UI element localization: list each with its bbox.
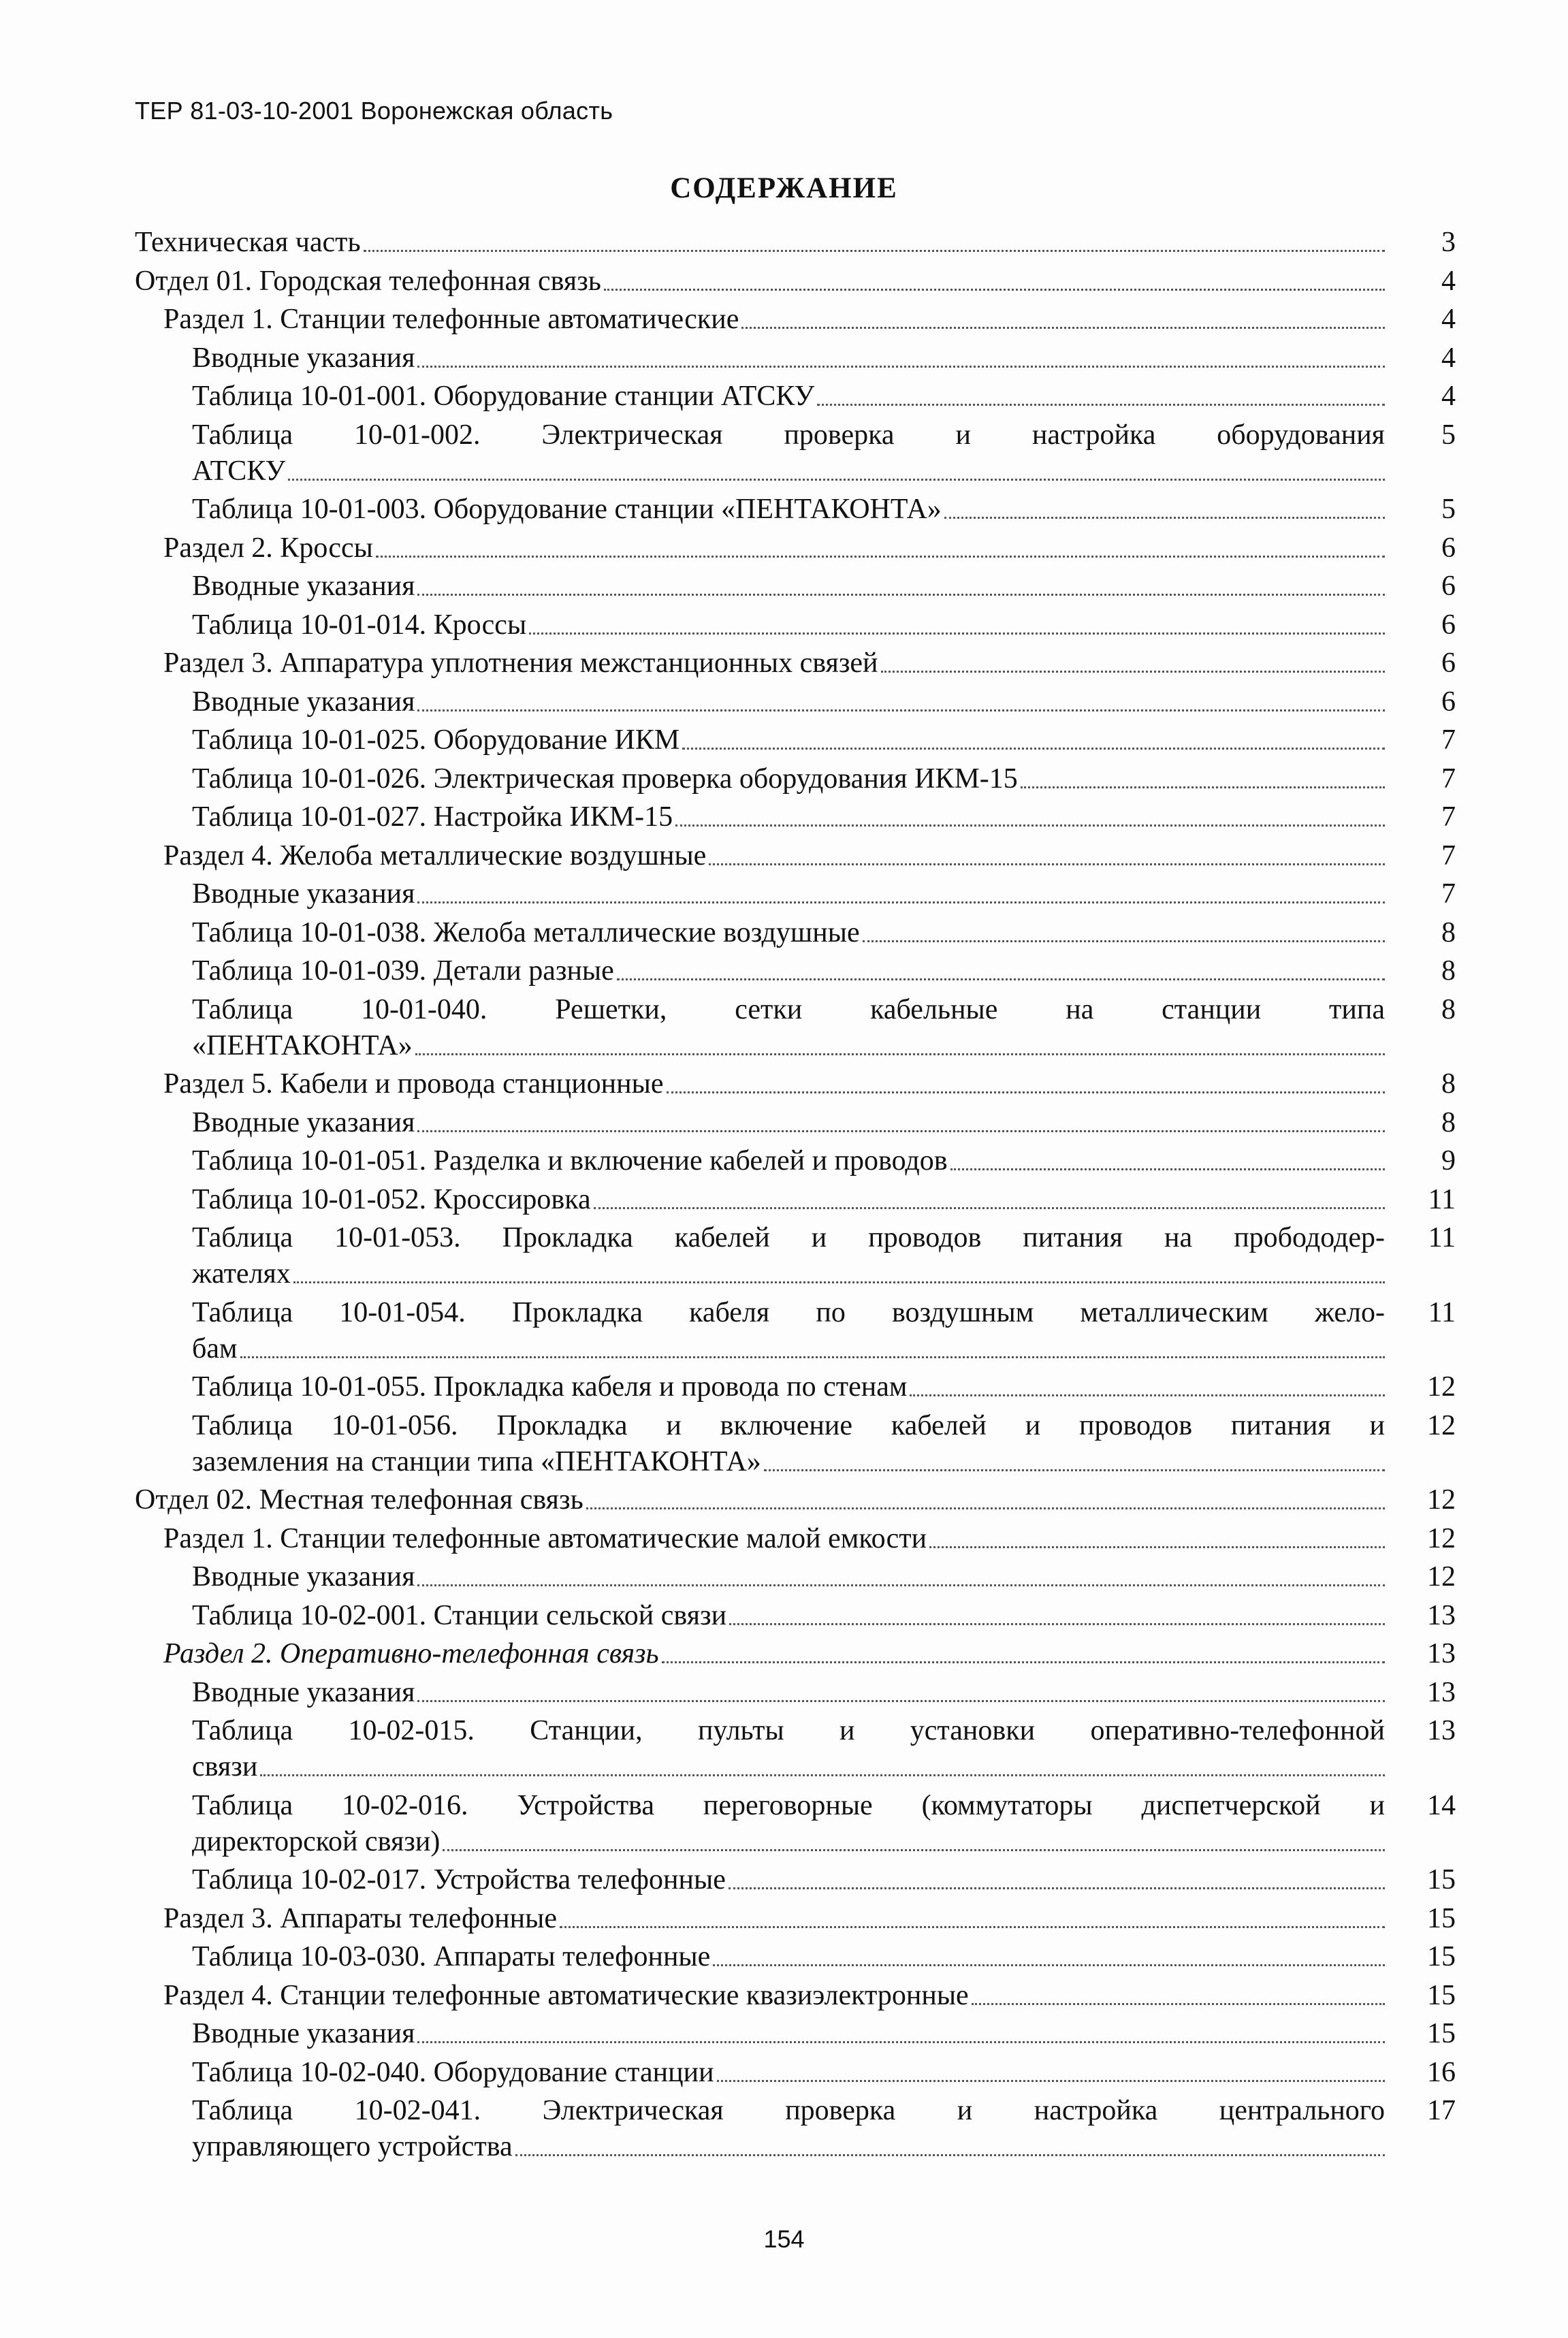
toc-entry-body [135, 1521, 1412, 1557]
toc-page-number: 6 [1441, 609, 1456, 641]
toc-entry-text: Раздел 1. Станции телефонные автоматические [163, 304, 739, 335]
dot-leader [667, 1091, 1386, 1093]
toc-entry-line2 [192, 1444, 1385, 1480]
dot-leader [417, 2041, 1385, 2043]
dot-leader [415, 1053, 1385, 1055]
toc-entry-body [135, 1408, 1412, 1480]
toc-entry [135, 2093, 1456, 2165]
toc-entry-text: Вводные указания [192, 342, 415, 374]
toc-entry-text: Вводные указания [192, 1676, 415, 1708]
dot-leader [515, 2154, 1385, 2156]
toc-entry-text: Таблица 10-01-014. Кроссы [192, 609, 527, 641]
toc-entry-text: заземления на станции типа «ПЕНТАКОНТА» [192, 1445, 761, 1477]
toc-entry [135, 799, 1456, 835]
dot-leader [817, 404, 1385, 406]
toc-page-number: 11 [1428, 1296, 1456, 1328]
toc-entry-text: Отдел 01. Городская телефонная связь [135, 265, 601, 297]
dot-leader [910, 1394, 1385, 1396]
toc-page-number: 12 [1427, 1561, 1456, 1592]
toc-page-number: 15 [1427, 1864, 1456, 1895]
dot-leader [604, 289, 1385, 291]
toc-entry-text: Таблица 10-02-001. Станции сельской связи [192, 1599, 727, 1631]
dot-leader [863, 940, 1385, 942]
toc-page-number: 14 [1427, 1789, 1456, 1821]
toc-entry [135, 1521, 1456, 1557]
toc-entry-text: Таблица 10-02-017. Устройства телефонные [192, 1864, 726, 1895]
dot-leader [950, 1168, 1385, 1170]
toc-entry [135, 1143, 1456, 1179]
toc-entry-line2 [192, 1028, 1385, 1064]
toc-entry-body [135, 2016, 1412, 2052]
dot-leader [417, 594, 1385, 596]
toc-entry-body [135, 1369, 1412, 1405]
toc-page-number: 3 [1441, 227, 1456, 258]
toc-entry [135, 1220, 1456, 1292]
toc-entry-body [135, 1636, 1412, 1672]
toc-page-number: 4 [1441, 304, 1456, 335]
toc-entry [135, 915, 1456, 951]
toc-entry [135, 761, 1456, 797]
toc-entry-text: управляющего устройства [192, 2131, 513, 2162]
page-number: 154 [763, 2225, 805, 2253]
toc-entry-body [135, 569, 1412, 605]
toc-entry-text: Вводные указания [192, 1106, 415, 1138]
toc-entry-line2 [192, 1824, 1385, 1860]
dot-leader [288, 479, 1385, 481]
toc-entry [135, 645, 1456, 682]
toc-page-number: 4 [1441, 381, 1456, 412]
toc-entry-body [135, 1939, 1412, 1975]
toc-entry-body [135, 1901, 1412, 1937]
toc-entry-body [135, 1862, 1412, 1898]
toc-entry-text: АТСКУ [192, 455, 286, 487]
toc-entry-body [135, 876, 1412, 912]
toc-entry-text: Таблица 10-01-038. Желоба металлические воздушные [192, 916, 860, 948]
toc-entry-text: Раздел 4. Станции телефонные автоматические квазиэлектронные [163, 1979, 969, 2011]
toc-entry-body [135, 1559, 1412, 1595]
toc-page-number: 12 [1427, 1522, 1456, 1554]
toc-entry [135, 684, 1456, 720]
toc-entry [135, 1105, 1456, 1141]
toc-entry-body [135, 722, 1412, 758]
toc-entry [135, 530, 1456, 566]
toc-entry-text: Вводные указания [192, 571, 415, 602]
toc-entry [135, 1066, 1456, 1102]
toc-entry-text-line1: Таблица 10-02-015. Станции, пульты и установки оперативно-телефонной [192, 1715, 1385, 1746]
dot-leader [586, 1507, 1385, 1509]
toc-entry-body [135, 1598, 1412, 1634]
toc-entry [135, 953, 1456, 989]
toc-entry-text: Раздел 4. Желоба металлические воздушные [163, 839, 707, 871]
toc-entry [135, 1598, 1456, 1634]
toc-entry [135, 225, 1456, 261]
toc-page-number: 8 [1441, 1106, 1456, 1138]
toc-entry-text-line1: Таблица 10-01-056. Прокладка и включение кабелей и проводов питания и [192, 1409, 1385, 1441]
dot-leader [741, 327, 1385, 329]
toc-entry-text: «ПЕНТАКОНТА» [192, 1029, 413, 1061]
toc-entry-text: жателях [192, 1258, 291, 1290]
dot-leader [417, 901, 1385, 903]
toc-page-number: 8 [1441, 955, 1456, 987]
toc-entry-text: Таблица 10-01-001. Оборудование станции АТСКУ [192, 381, 815, 412]
toc-entry-line2 [192, 1749, 1385, 1785]
toc-page-number: 5 [1441, 419, 1456, 451]
toc-entry-text: Таблица 10-01-027. Настройка ИКМ-15 [192, 801, 673, 833]
toc-page-number: 15 [1427, 2018, 1456, 2049]
toc-entry-body [135, 1105, 1412, 1141]
toc-page-number: 9 [1441, 1145, 1456, 1176]
toc-entry-text: Раздел 1. Станции телефонные автоматические малой емкости [163, 1522, 927, 1554]
toc-entry-text: Раздел 5. Кабели и провода станционные [163, 1068, 664, 1100]
dot-leader [972, 2003, 1385, 2005]
toc-entry [135, 876, 1456, 912]
toc-entry [135, 1978, 1456, 2014]
toc-entry-text-line1: Таблица 10-01-053. Прокладка кабелей и проводов питания на пробододер- [192, 1222, 1385, 1253]
toc-entry-body [135, 1182, 1412, 1218]
toc-entry-body [135, 1675, 1412, 1711]
toc-entry-body [135, 838, 1412, 874]
toc-entry-body [135, 225, 1412, 261]
toc-entry-text: Раздел 2. Кроссы [163, 532, 373, 564]
toc-entry [135, 992, 1456, 1064]
toc-entry [135, 340, 1456, 377]
page-title: СОДЕРЖАНИЕ [670, 172, 898, 204]
toc-page-number: 4 [1441, 342, 1456, 374]
toc-page-number: 15 [1427, 1979, 1456, 2011]
toc-page-number: 6 [1441, 571, 1456, 602]
toc-entry-text: Вводные указания [192, 1561, 415, 1592]
toc-entry-text: Раздел 3. Аппараты телефонные [163, 1902, 557, 1934]
dot-leader [717, 2080, 1385, 2082]
toc-entry [135, 417, 1456, 490]
toc-entry [135, 1295, 1456, 1367]
toc-entry-body [135, 379, 1412, 415]
toc-entry-body [135, 761, 1412, 797]
toc-entry-body [135, 2055, 1412, 2091]
toc-entry-text: Таблица 10-02-040. Оборудование станции [192, 2056, 714, 2088]
dot-leader [617, 978, 1385, 980]
dot-leader [944, 517, 1385, 519]
toc-entry-text: Раздел 3. Аппаратура уплотнения межстанционных связей [163, 647, 878, 679]
toc-entry [135, 263, 1456, 300]
toc-page-number: 17 [1427, 2095, 1456, 2126]
toc-page-number: 7 [1441, 724, 1456, 756]
toc-entry-text: Таблица 10-01-055. Прокладка кабеля и провода по стенам [192, 1371, 908, 1403]
toc-entry [135, 492, 1456, 528]
toc-page-number: 8 [1441, 1068, 1456, 1100]
toc-entry-text: Таблица 10-01-039. Детали разные [192, 955, 614, 987]
toc-entry-text-line1: Таблица 10-02-041. Электрическая проверка и настройка центрального [192, 2095, 1385, 2126]
dot-leader [881, 671, 1385, 673]
toc-page-number: 13 [1427, 1676, 1456, 1708]
dot-leader [560, 1926, 1385, 1928]
dot-leader [764, 1469, 1385, 1471]
toc-page-number: 16 [1427, 2056, 1456, 2088]
toc-page-number: 5 [1441, 494, 1456, 525]
toc-page-number: 7 [1441, 878, 1456, 910]
toc-entry-line2 [192, 453, 1385, 490]
toc-page-number: 4 [1441, 265, 1456, 297]
toc-entry-body [135, 992, 1412, 1064]
toc-entry [135, 1901, 1456, 1937]
toc-entry-text: директорской связи) [192, 1825, 441, 1857]
dot-leader [443, 1849, 1385, 1851]
dot-leader [364, 250, 1385, 252]
toc-entry-body [135, 302, 1412, 338]
toc-entry-text-line1: Таблица 10-01-002. Электрическая проверка и настройка оборудования [192, 419, 1385, 451]
dot-leader [260, 1774, 1385, 1776]
dot-leader [376, 556, 1385, 558]
toc-entry-line2 [192, 1256, 1385, 1292]
toc-entry-body [135, 1143, 1412, 1179]
toc-entry-body [135, 530, 1412, 566]
dot-leader [594, 1207, 1385, 1209]
toc-page-number: 6 [1441, 532, 1456, 564]
dot-leader [417, 366, 1385, 368]
toc-entry-text: Таблица 10-01-051. Разделка и включение кабелей и проводов [192, 1145, 948, 1176]
dot-leader [417, 1584, 1385, 1586]
dot-leader [709, 863, 1385, 865]
toc-entry-text: Таблица 10-01-026. Электрическая проверка оборудования ИКМ-15 [192, 763, 1018, 795]
dot-leader [240, 1356, 1385, 1358]
dot-leader [929, 1546, 1385, 1548]
toc-page-number: 8 [1441, 993, 1456, 1025]
toc-page-number: 6 [1441, 647, 1456, 679]
toc-entry [135, 379, 1456, 415]
toc-entry [135, 1713, 1456, 1785]
toc-entry [135, 1862, 1456, 1898]
toc-page-number: 13 [1427, 1638, 1456, 1669]
toc-entry-body [135, 1066, 1412, 1102]
dot-leader [729, 1887, 1385, 1889]
toc-entry-body [135, 799, 1412, 835]
toc-entry-body [135, 645, 1412, 682]
toc-entry-text: Таблица 10-03-030. Аппараты телефонные [192, 1941, 711, 1972]
toc-entry [135, 2016, 1456, 2052]
toc-entry [135, 607, 1456, 643]
toc-entry [135, 1636, 1456, 1672]
toc-page-number: 8 [1441, 916, 1456, 948]
dot-leader [417, 709, 1385, 711]
dot-leader [713, 1964, 1385, 1966]
toc-page-number: 15 [1427, 1941, 1456, 1972]
toc-page-number: 12 [1427, 1484, 1456, 1516]
toc-page-number: 11 [1428, 1183, 1456, 1215]
toc-entry-text: Раздел 2. Оперативно-телефонная связь [163, 1638, 659, 1669]
toc-entry-body [135, 684, 1412, 720]
toc-entry [135, 1369, 1456, 1405]
toc-entry-body [135, 1220, 1412, 1292]
toc-page-number: 6 [1441, 686, 1456, 718]
dot-leader [417, 1700, 1385, 1702]
toc-entry-body [135, 953, 1412, 989]
dot-leader [529, 632, 1385, 635]
toc-entry-text: Таблица 10-01-003. Оборудование станции «ПЕНТАКОНТА» [192, 494, 942, 525]
toc-entry-text: связи [192, 1751, 258, 1782]
toc-page-number: 13 [1427, 1715, 1456, 1746]
toc-entry-body [135, 492, 1412, 528]
toc-entry [135, 1675, 1456, 1711]
toc-entry-body [135, 340, 1412, 377]
toc-entry-body [135, 1295, 1412, 1367]
toc-entry-body [135, 1788, 1412, 1860]
toc-entry-body [135, 1482, 1412, 1518]
toc-entry [135, 1559, 1456, 1595]
dot-leader [729, 1623, 1385, 1625]
toc-entry-text: Таблица 10-01-025. Оборудование ИКМ [192, 724, 680, 756]
dot-leader [293, 1281, 1385, 1283]
toc-entry-line2 [192, 2129, 1385, 2165]
toc-entry-text: Отдел 02. Местная телефонная связь [135, 1484, 583, 1516]
toc-entry [135, 569, 1456, 605]
toc-entry-text: Техническая часть [135, 227, 361, 258]
toc-entry-text: Таблица 10-01-052. Кроссировка [192, 1183, 591, 1215]
toc-entry-text-line1: Таблица 10-02-016. Устройства переговорные (коммутаторы диспетчерской и [192, 1789, 1385, 1821]
toc-page-number: 7 [1441, 839, 1456, 871]
toc-entry [135, 838, 1456, 874]
toc-entry-body [135, 915, 1412, 951]
dot-leader [417, 1130, 1385, 1132]
toc-page-number: 11 [1428, 1222, 1456, 1253]
toc-page-number: 15 [1427, 1902, 1456, 1934]
toc-entry [135, 1408, 1456, 1480]
toc-entry [135, 2055, 1456, 2091]
dot-leader [662, 1661, 1385, 1663]
dot-leader [1021, 786, 1385, 788]
toc-entry-text-line1: Таблица 10-01-040. Решетки, сетки кабельные на станции типа [192, 993, 1385, 1025]
toc-entry [135, 1482, 1456, 1518]
toc-entry [135, 302, 1456, 338]
toc-entry-body [135, 1978, 1412, 2014]
toc-entry-body [135, 1713, 1412, 1785]
toc-entry-body [135, 607, 1412, 643]
toc-entry-text: Вводные указания [192, 2018, 415, 2049]
toc-entry-line2 [192, 1331, 1385, 1367]
toc-entry-body [135, 417, 1412, 490]
toc-entry [135, 722, 1456, 758]
toc-entry-body [135, 263, 1412, 300]
toc-page-number: 7 [1441, 763, 1456, 795]
table-of-contents [135, 225, 1456, 2168]
toc-page-number: 13 [1427, 1599, 1456, 1631]
dot-leader [682, 748, 1385, 750]
toc-entry-text: бам [192, 1332, 238, 1364]
toc-entry [135, 1788, 1456, 1860]
toc-entry [135, 1182, 1456, 1218]
toc-page-number: 12 [1427, 1409, 1456, 1441]
toc-entry-text: Вводные указания [192, 878, 415, 910]
toc-entry [135, 1939, 1456, 1975]
toc-entry-body [135, 2093, 1412, 2165]
dot-leader [675, 824, 1385, 827]
toc-entry-text: Вводные указания [192, 686, 415, 718]
toc-entry-text-line1: Таблица 10-01-054. Прокладка кабеля по воздушным металлическим жело- [192, 1296, 1385, 1328]
toc-page-number: 7 [1441, 801, 1456, 833]
toc-page-number: 12 [1427, 1371, 1456, 1403]
running-header: ТЕР 81-03-10-2001 Воронежская область [135, 97, 613, 125]
